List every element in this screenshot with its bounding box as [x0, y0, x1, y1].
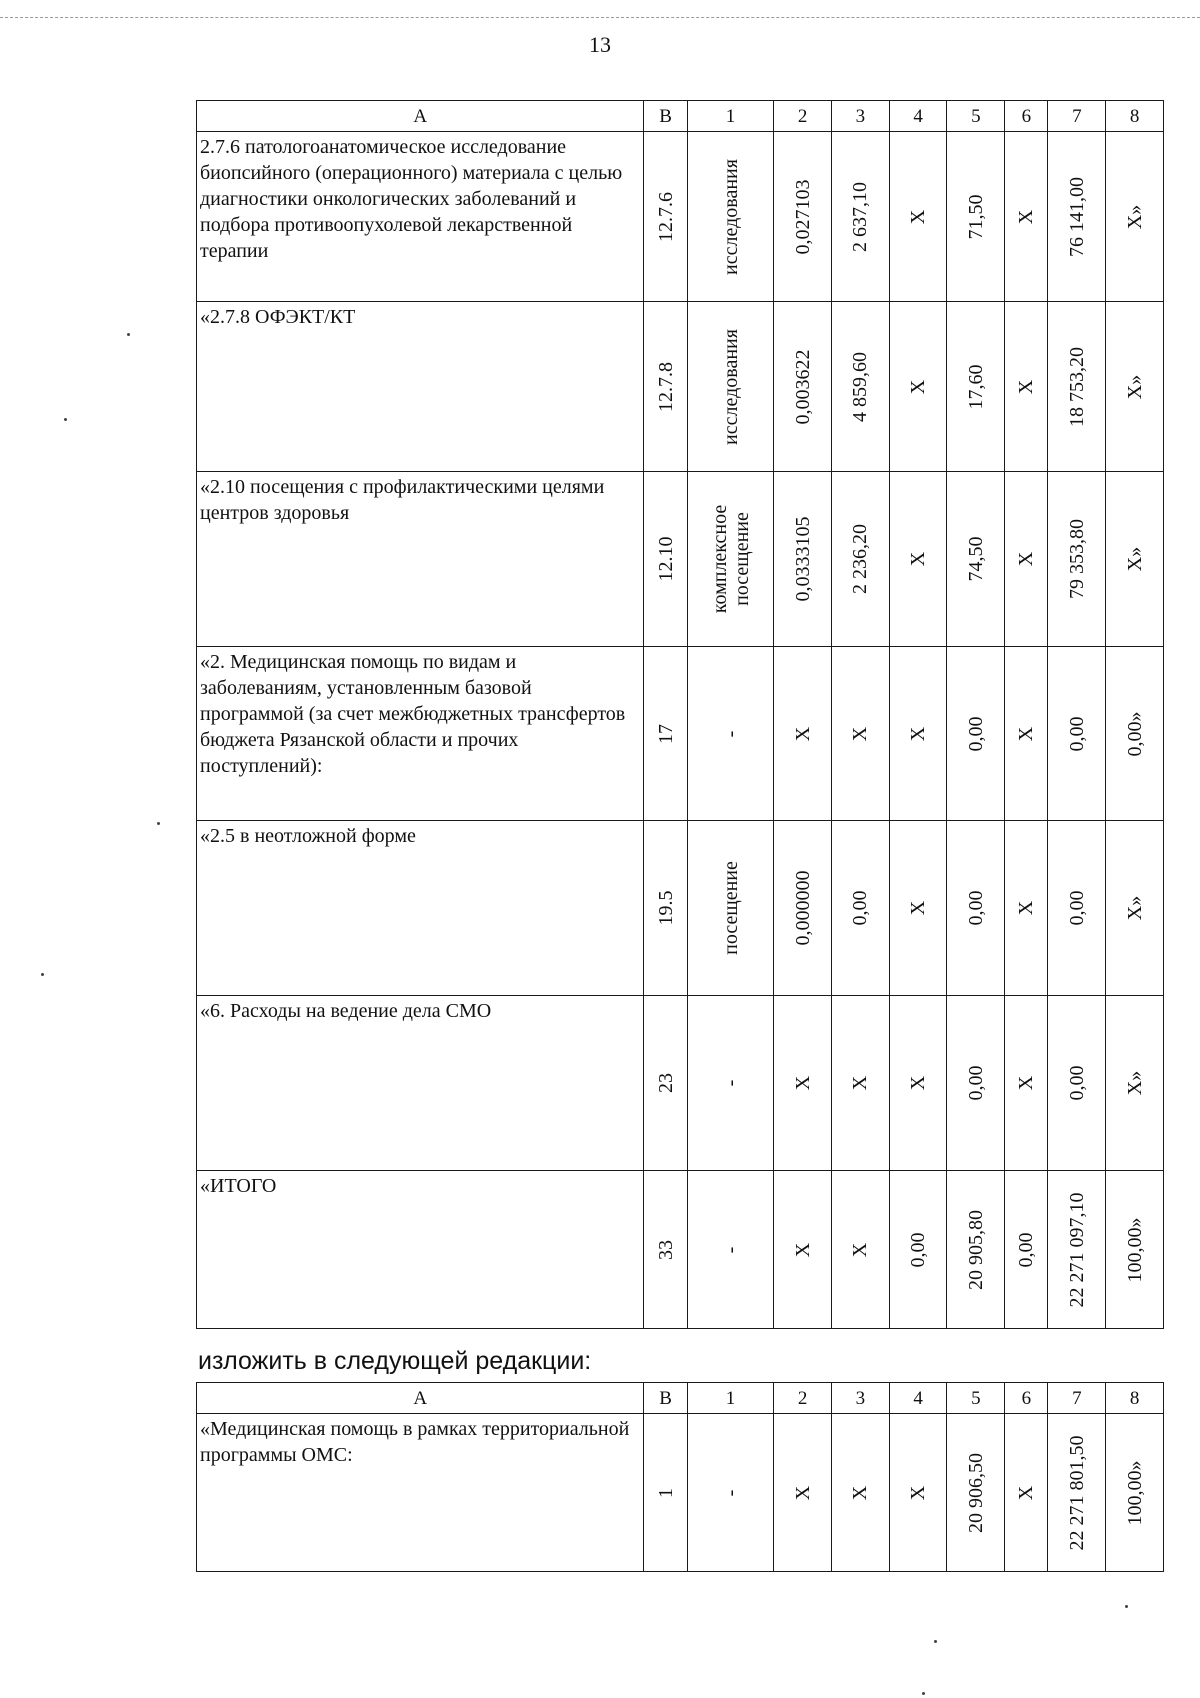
row-description: «2.7.8 ОФЭКТ/КТ [197, 302, 644, 472]
row-col-4: Х [907, 726, 930, 741]
row-description: «2.10 посещения с профилактическими целями центров здоровья [197, 472, 644, 647]
table-row [197, 821, 1164, 996]
row-col-7: 0,00 [1065, 890, 1088, 926]
scan-speck [127, 333, 130, 336]
row-col-7: 0,00 [1065, 716, 1088, 751]
row-col-5: 0,00 [964, 1065, 987, 1101]
scan-edge-line [0, 17, 1200, 18]
row-col-2: 0,0333105 [791, 516, 814, 602]
scan-speck [157, 822, 160, 825]
row-col-6: 0,00 [1015, 1232, 1038, 1267]
row-col-2: Х [791, 1485, 814, 1500]
row-unit: - [719, 730, 742, 737]
row-unit: исследования [719, 158, 742, 275]
row-col-7: 18 753,20 [1065, 346, 1088, 427]
amendment-intro-text: изложить в следующей редакции: [198, 1347, 592, 1375]
row-col-6: Х [1015, 900, 1038, 916]
row-code: 1 [654, 1487, 677, 1498]
row-unit: комплексное посещение [708, 504, 753, 614]
table-row [197, 1414, 1164, 1572]
row-description: «Медицинская помощь в рамках территориальной программы ОМС: [197, 1414, 644, 1572]
row-unit: - [719, 1079, 742, 1087]
scan-speck [41, 973, 44, 976]
row-col-3: 4 859,60 [849, 351, 872, 422]
row-code: 23 [654, 1073, 677, 1093]
row-unit: - [719, 1246, 742, 1253]
header-row [197, 101, 1164, 132]
header-col-b: В [644, 1383, 687, 1414]
row-col-5: 17,60 [964, 364, 987, 409]
header-col-b: В [644, 101, 687, 132]
header-col-4: 4 [889, 101, 947, 132]
table-row [197, 302, 1164, 472]
row-col-4: 0,00 [907, 1232, 930, 1267]
row-code: 12.7.6 [654, 191, 677, 242]
row-col-8: Х» [1123, 895, 1146, 921]
row-col-7: 76 141,00 [1065, 176, 1088, 257]
row-col-8: Х» [1123, 204, 1146, 229]
row-col-7: 0,00 [1065, 1065, 1088, 1101]
row-col-2: 0,000000 [791, 870, 814, 946]
row-col-8: Х» [1123, 546, 1146, 572]
row-col-3: Х [849, 726, 872, 741]
header-col-6: 6 [1005, 1383, 1048, 1414]
row-col-5: 20 906,50 [964, 1452, 987, 1533]
header-col-a: А [197, 101, 644, 132]
row-col-5: 0,00 [964, 890, 987, 926]
row-col-3: 0,00 [849, 890, 872, 926]
row-col-2: Х [791, 1242, 814, 1257]
header-col-8: 8 [1106, 101, 1164, 132]
header-col-8: 8 [1106, 1383, 1164, 1414]
header-row [197, 1383, 1164, 1414]
header-col-3: 3 [832, 1383, 890, 1414]
row-col-6: Х [1015, 209, 1038, 224]
row-unit: посещение [719, 861, 742, 955]
budget-table-before [196, 100, 1164, 1329]
header-col-2: 2 [774, 1383, 832, 1414]
row-col-6: Х [1015, 379, 1038, 394]
row-description: «6. Расходы на ведение дела СМО [197, 996, 644, 1171]
row-code: 12.7.8 [654, 361, 677, 412]
row-col-3: Х [849, 1485, 872, 1500]
row-col-4: Х [907, 551, 930, 567]
scan-speck [1125, 1605, 1128, 1608]
row-col-2: 0,003622 [791, 349, 814, 424]
table-row [197, 472, 1164, 647]
header-col-7: 7 [1048, 101, 1106, 132]
row-col-4: Х [907, 209, 930, 224]
row-col-8: 0,00» [1123, 711, 1146, 756]
header-col-2: 2 [774, 101, 832, 132]
row-col-2: Х [791, 726, 814, 741]
row-col-3: 2 637,10 [849, 181, 872, 252]
row-description: «2.5 в неотложной форме [197, 821, 644, 996]
row-col-2: Х [791, 1075, 814, 1091]
row-col-7: 22 271 097,10 [1065, 1192, 1088, 1307]
header-col-5: 5 [947, 101, 1005, 132]
row-col-2: 0,027103 [791, 179, 814, 254]
scan-speck [922, 1692, 925, 1695]
table-row [197, 132, 1164, 302]
row-col-6: Х [1015, 551, 1038, 567]
row-col-5: 20 905,80 [964, 1209, 987, 1290]
header-col-5: 5 [947, 1383, 1005, 1414]
scan-speck [64, 418, 67, 421]
row-col-4: Х [907, 1485, 930, 1500]
header-col-7: 7 [1048, 1383, 1106, 1414]
table-row-total [197, 1171, 1164, 1329]
row-col-4: Х [907, 1075, 930, 1091]
table-row [197, 647, 1164, 821]
row-description: «ИТОГО [197, 1171, 644, 1329]
row-unit: исследования [719, 328, 742, 445]
row-col-5: 74,50 [964, 536, 987, 582]
row-code: 12.10 [654, 536, 677, 582]
header-col-3: 3 [832, 101, 890, 132]
header-col-6: 6 [1005, 101, 1048, 132]
row-description: 2.7.6 патологоанатомическое исследование биопсийного (операционного) материала с целью диагностики онкологических заболеваний и подбора противоопухолевой лекарственной терапии [197, 132, 644, 302]
row-code: 17 [654, 723, 677, 744]
header-col-1: 1 [687, 101, 774, 132]
row-description: «2. Медицинская помощь по видам и заболеваниям, установленным базовой программой (за счет межбюджетных трансфертов бюджета Рязанской области и прочих поступлений): [197, 647, 644, 821]
row-col-3: 2 236,20 [849, 524, 872, 594]
row-col-4: Х [907, 900, 930, 916]
header-col-4: 4 [889, 1383, 947, 1414]
row-col-8: Х» [1123, 1070, 1146, 1096]
budget-table-after [196, 1382, 1164, 1572]
row-col-4: Х [907, 379, 930, 394]
row-col-8: Х» [1123, 374, 1146, 399]
row-code: 19.5 [654, 890, 677, 926]
row-code: 33 [654, 1239, 677, 1260]
table-row [197, 996, 1164, 1171]
row-col-3: Х [849, 1242, 872, 1257]
row-col-7: 22 271 801,50 [1065, 1435, 1088, 1550]
page-number: 13 [589, 32, 611, 57]
header-col-1: 1 [687, 1383, 774, 1414]
row-col-5: 71,50 [964, 194, 987, 239]
row-col-3: Х [849, 1075, 872, 1091]
scan-speck [934, 1640, 937, 1643]
row-col-8: 100,00» [1123, 1460, 1146, 1525]
header-col-a: А [197, 1383, 644, 1414]
row-col-6: Х [1015, 1485, 1038, 1500]
row-col-8: 100,00» [1123, 1217, 1146, 1282]
row-col-7: 79 353,80 [1065, 519, 1088, 599]
row-col-6: Х [1015, 1075, 1038, 1091]
row-col-5: 0,00 [964, 716, 987, 751]
row-col-6: Х [1015, 726, 1038, 741]
row-unit: - [719, 1489, 742, 1496]
